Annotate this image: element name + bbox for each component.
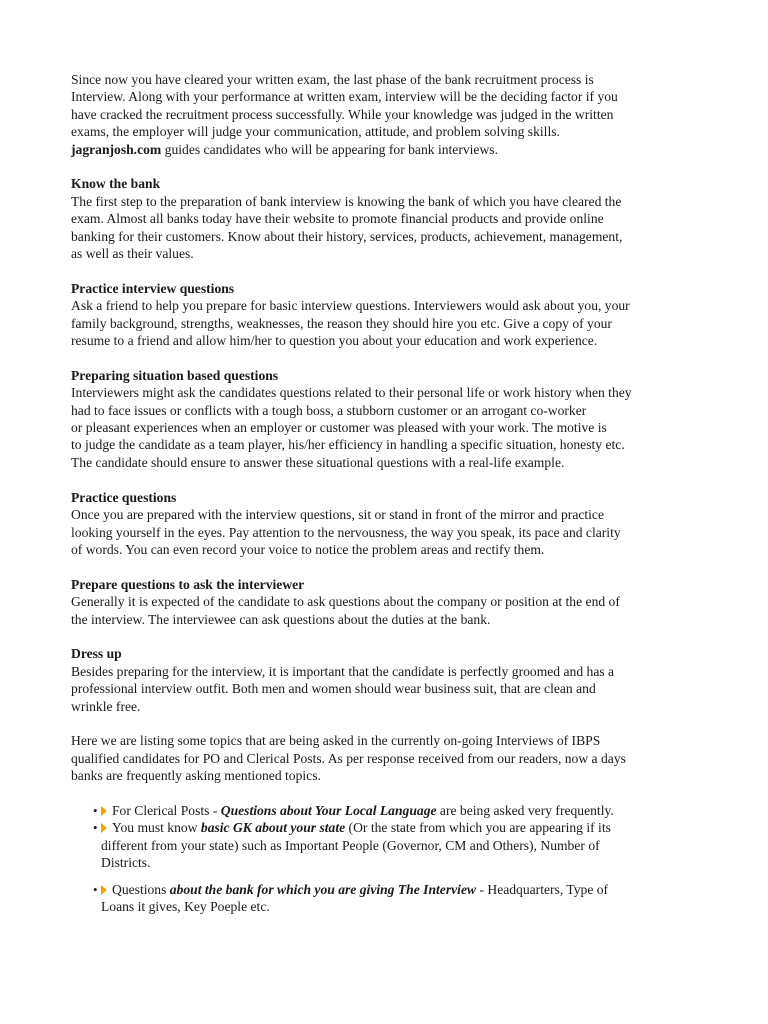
intro-tail: guides candidates who will be appearing for bank interviews. [161,141,498,157]
triangle-right-icon [101,885,107,895]
section-heading: Practice questions [71,489,177,505]
section-heading: Prepare questions to ask the interviewer [71,576,305,592]
section-dress-up [71,645,691,715]
list-item-after: (Or the state from which you are appearing if its different from your state) such as Important People (Governor, CM and Others), Number of Districts. [101,820,611,871]
list-item-before: For Clerical Posts - [112,802,221,818]
section-heading: Practice interview questions [71,280,235,296]
topics-list [71,802,691,915]
bullet-dot-icon: • [93,881,98,897]
section-body: The first step to the preparation of bank interview is knowing the bank of which you have cleared the exam. Almost all banks today have their website to promote financial products and provide online banking for their customers. Know about their history, services, products, achievement, management, as well as their values. [71,193,623,262]
triangle-right-icon [101,823,107,833]
topics-section [71,732,691,784]
section-body: Besides preparing for the interview, it is important that the candidate is perfectly groomed and has a professional interview outfit. Both men and women should wear business suit, that are clean and wrinkle free. [71,663,615,714]
site-name: jagranjosh.com [71,141,162,157]
list-item-after: are being asked very frequently. [436,802,614,818]
bullet-dot-icon: • [93,820,98,836]
triangle-right-icon [101,806,107,816]
list-item [71,881,691,916]
list-item-after: - Headquarters, Type of Loans it gives, Key Poeple etc. [101,881,609,914]
section-heading: Know the bank [71,176,161,192]
list-item-emphasis: Questions about Your Local Language [220,802,437,818]
section-body: Interviewers might ask the candidates questions related to their personal life or work history when they had to face issues or conflicts with a tough boss, a stubborn customer or an arrogant co-worker or pleasant experiences when an employer or customer was pleased with your work. The motive is to judge the candidate as a team player, his/her efficiency in handling a specific situation, honesty etc. The candidate should ensure to answer these situational questions with a real-life example. [71,385,632,470]
section-situation-questions [71,367,691,471]
list-item-emphasis: basic GK about your state [200,820,346,836]
list-item-before: Questions [112,881,170,897]
section-ask-interviewer [71,576,691,628]
bullet-dot-icon: • [93,802,98,818]
list-item-before: You must know [112,820,201,836]
topics-intro: Here we are listing some topics that are being asked in the currently on-going Interviews of IBPS qualified candidates for PO and Clerical Posts. As per response received from our readers, now a days banks are frequently asking mentioned topics. [71,733,626,784]
section-body: Generally it is expected of the candidate to ask questions about the company or position at the end of the interview. The interviewee can ask questions about the duties at the bank. [71,594,620,627]
section-heading: Dress up [71,646,122,662]
article [71,71,691,915]
section-body: Once you are prepared with the interview questions, sit or stand in front of the mirror and practice looking yourself in the eyes. Pay attention to the nervousness, the way you speak, its pace and clarity of words. You can even record your voice to notice the problem areas and rectify them. [71,507,621,557]
list-item-emphasis: about the bank for which you are giving The Interview [169,881,477,897]
list-item [71,819,691,871]
list-item [71,802,691,819]
intro-text: Since now you have cleared your written exam, the last phase of the bank recruitment process is Interview. Along with your performance at written exam, interview will be the deciding factor if you have cracked the recruitment process successfully. While your knowledge was judged in the written exams, the employer will judge your communication, attitude, and problem solving skills. [71,72,618,140]
section-practice-interview [71,280,691,350]
section-practice-questions [71,489,691,559]
section-heading: Preparing situation based questions [71,367,279,383]
intro-paragraph [71,71,691,158]
section-know-bank [71,175,691,262]
section-body: Ask a friend to help you prepare for basic interview questions. Interviewers would ask about you, your family background, strengths, weaknesses, the reason they should hire you etc. Give a copy of your resume to a friend and allow him/her to question you about your education and work experience. [71,298,630,349]
